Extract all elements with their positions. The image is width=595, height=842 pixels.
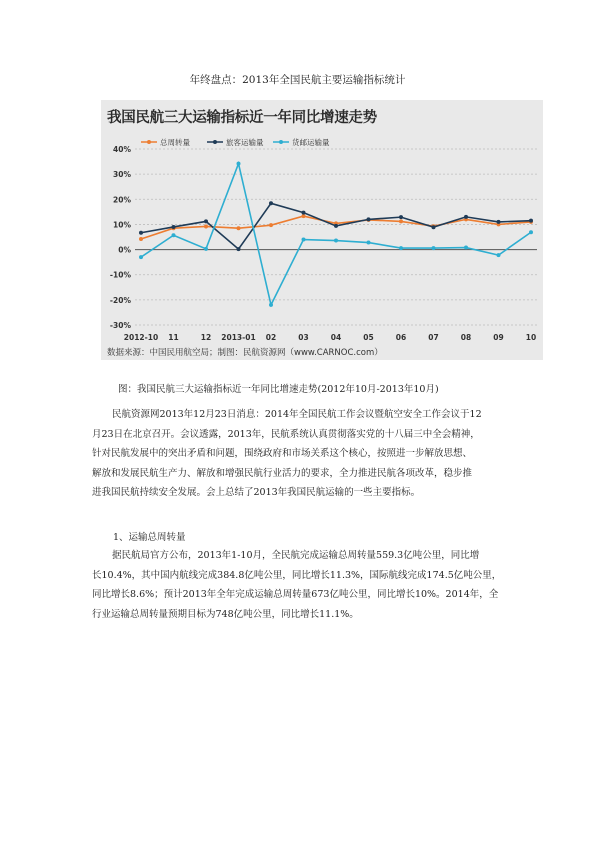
legend-label: 旅客运输量 (226, 138, 264, 147)
chart-axis-labels (110, 145, 536, 342)
figure-caption: 图：我国民航三大运输指标近一年同比增速走势(2012年10月-2013年10月) (118, 384, 439, 395)
data-point (399, 219, 403, 223)
x-tick-label: 08 (460, 333, 472, 342)
paragraph-intro (92, 405, 512, 503)
chart (101, 100, 543, 360)
data-point (269, 303, 273, 307)
y-tick-label: 0% (118, 245, 131, 255)
data-point (497, 253, 501, 257)
data-point (172, 233, 176, 237)
paragraph-turnover (92, 546, 512, 624)
data-point (399, 215, 403, 219)
data-point (302, 211, 306, 215)
x-tick-label: 02 (265, 333, 277, 342)
series-line (141, 164, 531, 305)
data-point (334, 239, 338, 243)
y-tick-label: 10% (113, 220, 131, 230)
legend-label: 货邮运输量 (292, 138, 330, 147)
paragraph-line: 进我国民航持续安全发展。会上总结了2013年我国民航运输的一些主要指标。 (92, 487, 421, 498)
paragraph-line: 据民航局官方公布，2013年1-10月，全民航完成运输总周转量559.3亿吨公里，同比增 (112, 550, 480, 561)
paragraph-line: 长10.4%，其中国内航线完成384.8亿吨公里，同比增长11.3%，国际航线完成174.5亿吨公里， (92, 569, 502, 581)
data-point (237, 247, 241, 251)
legend-marker (279, 140, 283, 144)
document-title: 年终盘点：2013年全国民航主要运输指标统计 (189, 74, 406, 86)
y-tick-label: 30% (113, 170, 131, 180)
data-point (139, 231, 143, 235)
legend-marker (147, 140, 151, 144)
y-tick-label: -20% (109, 295, 131, 305)
data-point (529, 219, 533, 223)
chart-svg (101, 100, 543, 360)
data-point (172, 225, 176, 229)
data-point (399, 246, 403, 250)
x-tick-label: 10 (525, 333, 537, 342)
data-point (204, 247, 208, 251)
chart-source: 数据来源：中国民用航空局；制图：民航资源网（www.CARNOC.com） (107, 348, 383, 358)
x-tick-label: 03 (298, 333, 309, 342)
section-heading: 1、运输总周转量 (113, 532, 186, 543)
paragraph-line: 解放和发展民航生产力、解放和增强民航行业活力的要求，全力推进民航各项改革，稳步推 (92, 467, 473, 479)
x-tick-label: 12 (200, 333, 212, 342)
data-point (204, 219, 208, 223)
data-point (529, 230, 533, 234)
data-point (139, 255, 143, 259)
data-point (432, 225, 436, 229)
y-tick-label: 20% (113, 195, 131, 205)
x-tick-label: 09 (493, 333, 504, 342)
paragraph-line: 月23日在北京召开。会议透露，2013年，民航系统认真贯彻落实党的十八届三中全会精神， (92, 428, 480, 440)
x-tick-label: 05 (363, 333, 374, 342)
data-point (334, 224, 338, 228)
data-point (432, 246, 436, 250)
paragraph-line: 民航资源网2013年12月23日消息：2014年全国民航工作会议暨航空安全工作会议于12 (112, 409, 482, 420)
paragraph-line: 针对民航发展中的突出矛盾和问题，围绕政府和市场关系这个核心，按照进一步解放思想、 (92, 448, 473, 459)
data-point (464, 246, 468, 250)
chart-legend (141, 137, 330, 147)
x-tick-label: 2012-10 (123, 333, 159, 342)
chart-title: 我国民航三大运输指标近一年同比增速走势 (107, 110, 377, 126)
data-point (269, 223, 273, 227)
data-point (237, 162, 241, 166)
y-tick-label: 40% (113, 145, 131, 154)
data-point (139, 237, 143, 241)
y-tick-label: -30% (109, 321, 131, 330)
data-point (237, 226, 241, 230)
data-point (497, 220, 501, 224)
data-point (367, 241, 371, 245)
x-tick-label: 2013-01 (221, 333, 256, 342)
y-tick-label: -10% (109, 270, 131, 280)
x-tick-label: 07 (428, 333, 439, 342)
legend-label: 总周转量 (160, 138, 190, 147)
x-tick-label: 04 (330, 333, 342, 342)
data-point (269, 201, 273, 205)
x-tick-label: 06 (395, 333, 407, 342)
paragraph-line: 同比增长8.6%；预计2013年全年完成运输总周转量673亿吨公里，同比增长10%。2014年，全 (92, 589, 499, 600)
x-tick-label: 11 (168, 333, 179, 342)
legend-marker (213, 140, 217, 144)
chart-series (139, 162, 533, 307)
data-point (204, 224, 208, 228)
paragraph-line: 行业运输总周转量预期目标为748亿吨公里，同比增长11.1%。 (92, 608, 359, 620)
chart-grid (135, 149, 537, 325)
data-point (464, 215, 468, 219)
data-point (302, 238, 306, 242)
data-point (302, 214, 306, 218)
data-point (367, 217, 371, 221)
